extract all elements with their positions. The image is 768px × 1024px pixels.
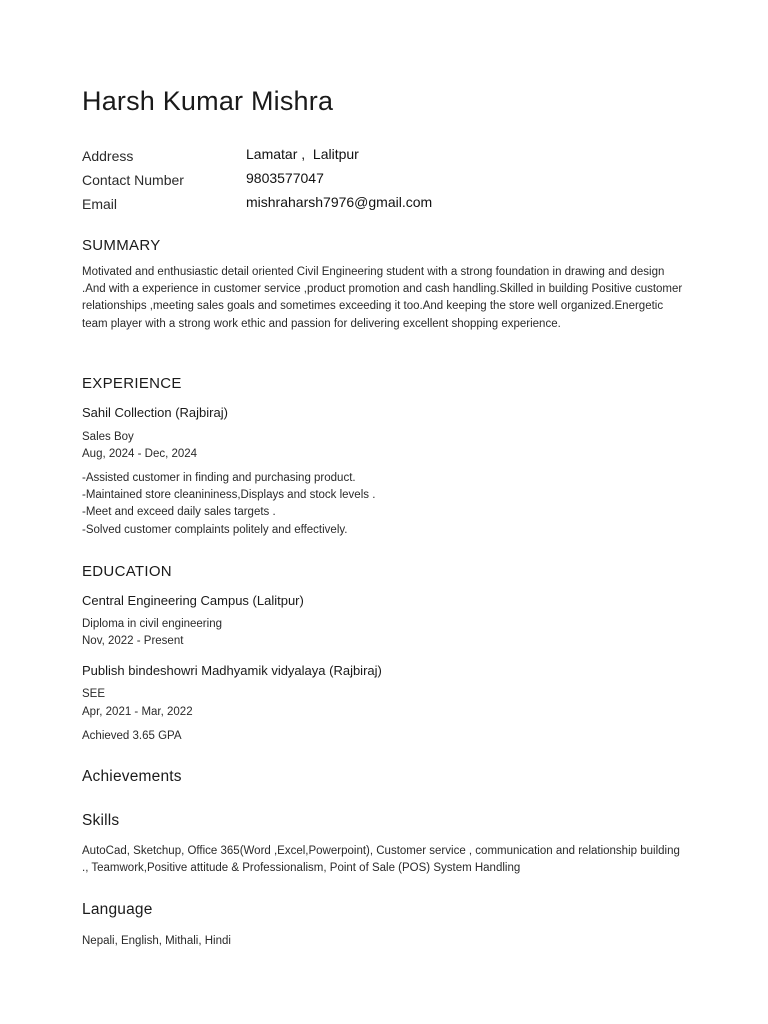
address-row <box>82 146 692 170</box>
candidate-name: Harsh Kumar Mishra <box>82 86 334 116</box>
education-org-1: Central Engineering Campus (Lalitpur) <box>82 593 304 608</box>
education-degree-2: SEE <box>82 688 106 700</box>
email-value: mishraharsh7976@gmail.com <box>246 194 433 210</box>
experience-org: Sahil Collection (Rajbiraj) <box>82 405 228 420</box>
summary-heading: SUMMARY <box>82 237 161 254</box>
experience-bullets <box>82 470 375 539</box>
education-degree-1: Diploma in civil engineering <box>82 618 222 630</box>
education-dates-2: Apr, 2021 - Mar, 2022 <box>82 706 193 718</box>
list-item: -Meet and exceed daily sales targets . <box>82 506 276 519</box>
education-note-2: Achieved 3.65 GPA <box>82 730 182 742</box>
language-heading: Language <box>82 901 153 918</box>
achievements-heading: Achievements <box>82 768 182 785</box>
list-item: -Assisted customer in finding and purchasing product. <box>82 472 356 484</box>
phone-label: Contact Number <box>82 172 184 188</box>
address-label: Address <box>82 148 134 164</box>
email-row <box>82 194 692 218</box>
list-item: -Maintained store cleanininess,Displays and stock levels . <box>82 489 376 502</box>
education-heading: EDUCATION <box>82 563 172 580</box>
skills-heading: Skills <box>82 812 120 829</box>
experience-dates: Aug, 2024 - Dec, 2024 <box>82 448 198 460</box>
summary-text: Motivated and enthusiastic detail oriented Civil Engineering student with a strong foundation in drawing and design .And with a experience in customer service ,product promotion and cash handling.Skilled in building Positive customer relationships ,meeting sales goals and sometimes exceeding it too.And keeping the store well organized.Energetic team player with a strong work ethic and passion for delivering excellent shopping experience. <box>82 266 683 330</box>
experience-role: Sales Boy <box>82 431 134 443</box>
skills-text: AutoCad, Sketchup, Office 365(Word ,Excel,Powerpoint), Customer service , communication and relationship building ., Teamwork,Positive attitude & Professionalism, Point of Sale (POS) System Handling <box>82 845 680 875</box>
language-text: Nepali, English, Mithali, Hindi <box>82 935 231 947</box>
contact-details <box>82 146 692 218</box>
list-item: -Solved customer complaints politely and effectively. <box>82 523 348 536</box>
phone-value: 9803577047 <box>246 170 324 186</box>
education-dates-1: Nov, 2022 - Present <box>82 635 184 647</box>
email-label: Email <box>82 196 118 212</box>
education-org-2: Publish bindeshowri Madhyamik vidyalaya (Rajbiraj) <box>82 663 382 678</box>
address-value: Lamatar , Lalitpur <box>246 146 359 162</box>
experience-heading: EXPERIENCE <box>82 375 182 392</box>
phone-row <box>82 170 692 194</box>
